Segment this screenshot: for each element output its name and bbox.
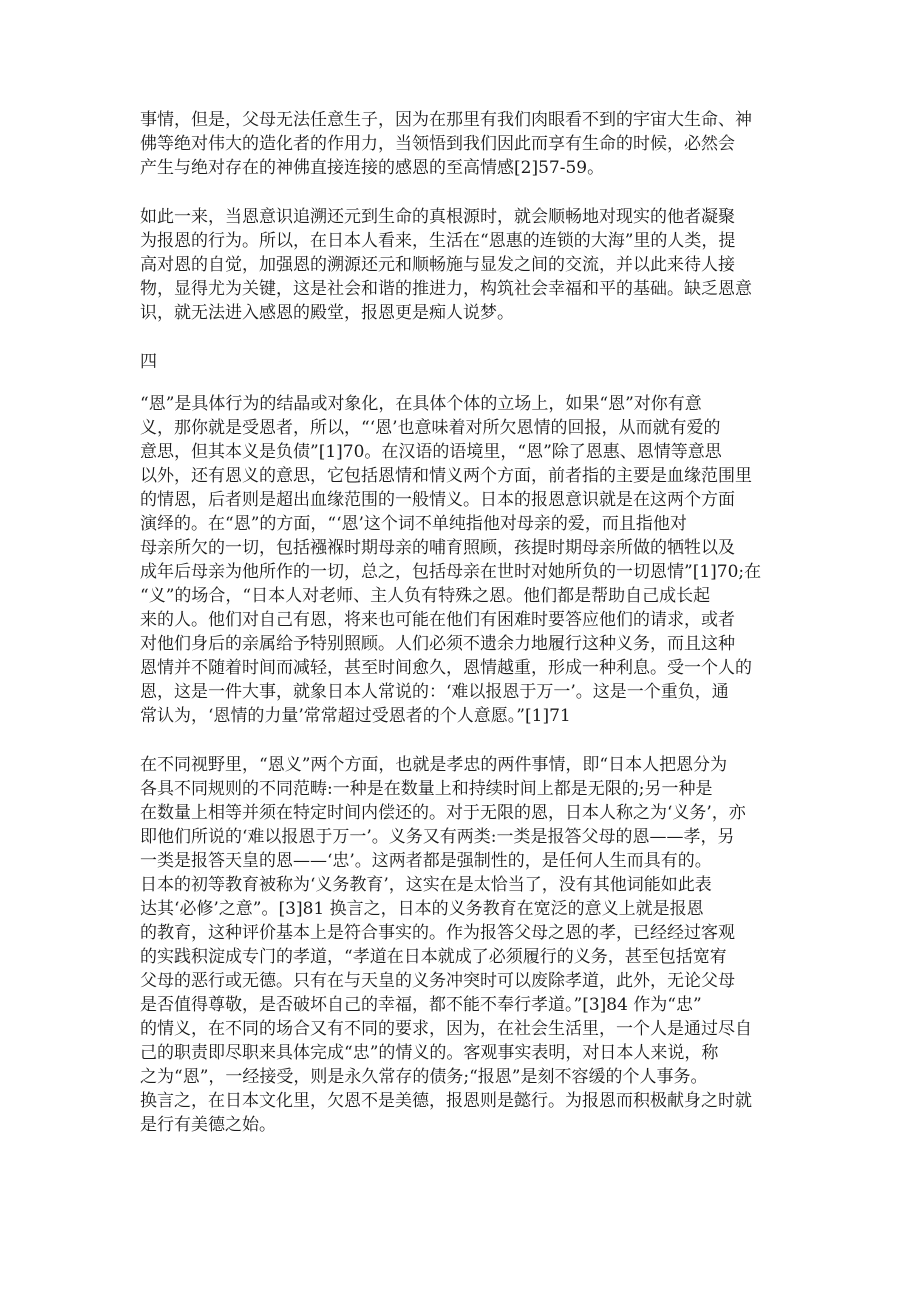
text-line: 是否值得尊敬，是否破坏自己的幸福，都不能不奉行孝道。”[3]84 作为“忠” (140, 995, 702, 1015)
text-line: 一类是报答天皇的恩——‘忠’。这两者都是强制性的，是任何人生而具有的。 (140, 851, 712, 871)
text-line: 产生与绝对存在的神佛直接连接的感恩的至高情感[2]57-59。 (140, 158, 605, 178)
text-line: 父母的恶行或无德。只有在与天皇的义务冲突时可以废除孝道，此外，无论父母 (140, 971, 735, 991)
text-line: 换言之，在日本文化里，欠恩不是美德，报恩则是懿行。为报恩而积极献身之时就 (140, 1091, 752, 1111)
text-line: 即他们所说的‘难以报恩于万一’。义务又有两类:一类是报答父母的恩——孝，另 (140, 827, 735, 847)
text-line: 在不同视野里，“恩义”两个方面，也就是孝忠的两件事情，即“日本人把恩分为 (140, 755, 728, 775)
text-line: 己的职责即尽职来具体完成“忠”的情义的。客观事实表明，对日本人来说，称 (140, 1043, 719, 1063)
section-number: 四 (140, 352, 157, 372)
paragraph-4 (140, 753, 790, 1137)
text-line: 为报恩的行为。所以，在日本人看来，生活在“恩惠的连锁的大海”里的人类，提 (140, 231, 736, 251)
text-line: 意思，但其本义是负债”[1]70。在汉语的语境里，“恩”除了恩惠、恩情等意思 (140, 442, 722, 462)
text-line: 的情恩，后者则是超出血缘范围的一般情义。日本的报恩意识就是在这两个方面 (140, 490, 735, 510)
text-line: 如此一来，当恩意识追溯还元到生命的真根源时，就会顺畅地对现实的他者凝聚 (140, 207, 735, 227)
text-line: 恩，这是一件大事，就象日本人常说的：‘难以报恩于万一’。这是一个重负，通 (140, 682, 729, 702)
text-line: 演绎的。在“恩”的方面，“‘恩’这个词不单纯指他对母亲的爱，而且指他对 (140, 514, 687, 534)
paragraph-1 (140, 108, 790, 180)
paragraph-3 (140, 392, 790, 728)
text-line: 成年后母亲为他所作的一切，总之，包括母亲在世时对她所负的一切恩情”[1]70;在 (140, 562, 762, 582)
text-line: 的实践积淀成专门的孝道，“孝道在日本就成了必须履行的义务，甚至包括宽宥 (140, 947, 727, 967)
text-line: 日本的初等教育被称为‘义务教育’，这实在是太恰当了，没有其他词能如此表 (140, 875, 712, 895)
text-line: 恩情并不随着时间而减轻，甚至时间愈久，恩情越重，形成一种利息。受一个人的 (140, 658, 752, 678)
text-line: 来的人。他们对自己有恩，将来也可能在他们有困难时要答应他们的请求，或者 (140, 610, 735, 630)
paragraph-2 (140, 205, 790, 325)
text-line: 之为“恩”，一经接受，则是永久常存的债务;“报恩”是刻不容缓的个人事务。 (140, 1067, 708, 1087)
text-line: 高对恩的自觉，加强恩的溯源还元和顺畅施与显发之间的交流，并以此来待人接 (140, 255, 735, 275)
text-line: 达其‘必修’之意”。[3]81 换言之，日本的义务教育在宽泛的意义上就是报恩 (140, 899, 704, 919)
text-line: 的教育，这种评价基本上是符合事实的。作为报答父母之恩的孝，已经经过客观 (140, 923, 735, 943)
text-line: 事情，但是，父母无法任意生子，因为在那里有我们肉眼看不到的宇宙大生命、神 (140, 110, 752, 130)
text-line: 是行有美德之始。 (140, 1115, 276, 1135)
text-line: 识，就无法进入感恩的殿堂，报恩更是痴人说梦。 (140, 303, 514, 323)
text-line: 母亲所欠的一切，包括襁褓时期母亲的哺育照顾，孩提时期母亲所做的牺牲以及 (140, 538, 735, 558)
text-line: 以外，还有恩义的意思，它包括恩情和情义两个方面，前者指的主要是血缘范围里 (140, 466, 752, 486)
text-line: 对他们身后的亲属给予特别照顾。人们必须不遗余力地履行这种义务，而且这种 (140, 634, 735, 654)
text-line: “义”的场合，“日本人对老师、主人负有特殊之恩。他们都是帮助自己成长起 (140, 586, 711, 606)
text-line: 常认为，‘恩情的力量’常常超过受恩者的个人意愿。”[1]71 (140, 706, 571, 726)
text-line: 各具不同规则的不同范畴:一种是在数量上和持续时间上都是无限的;另一种是 (140, 779, 713, 799)
text-line: 的情义，在不同的场合又有不同的要求，因为，在社会生活里，一个人是通过尽自 (140, 1019, 752, 1039)
text-line: 义，那你就是受恩者，所以，“‘恩’也意味着对所欠恩情的回报，从而就有爱的 (140, 418, 721, 438)
text-line: 在数量上相等并须在特定时间内偿还的。对于无限的恩，日本人称之为‘义务’，亦 (140, 803, 746, 823)
text-line: 佛等绝对伟大的造化者的作用力，当领悟到我们因此而享有生命的时候，必然会 (140, 134, 735, 154)
text-line: 物，显得尤为关键，这是社会和谐的推进力，构筑社会幸福和平的基础。缺乏恩意 (140, 279, 752, 299)
section-heading (140, 350, 790, 374)
text-line: “恩”是具体行为的结晶或对象化，在具体个体的立场上，如果“恩”对你有意 (140, 394, 702, 414)
